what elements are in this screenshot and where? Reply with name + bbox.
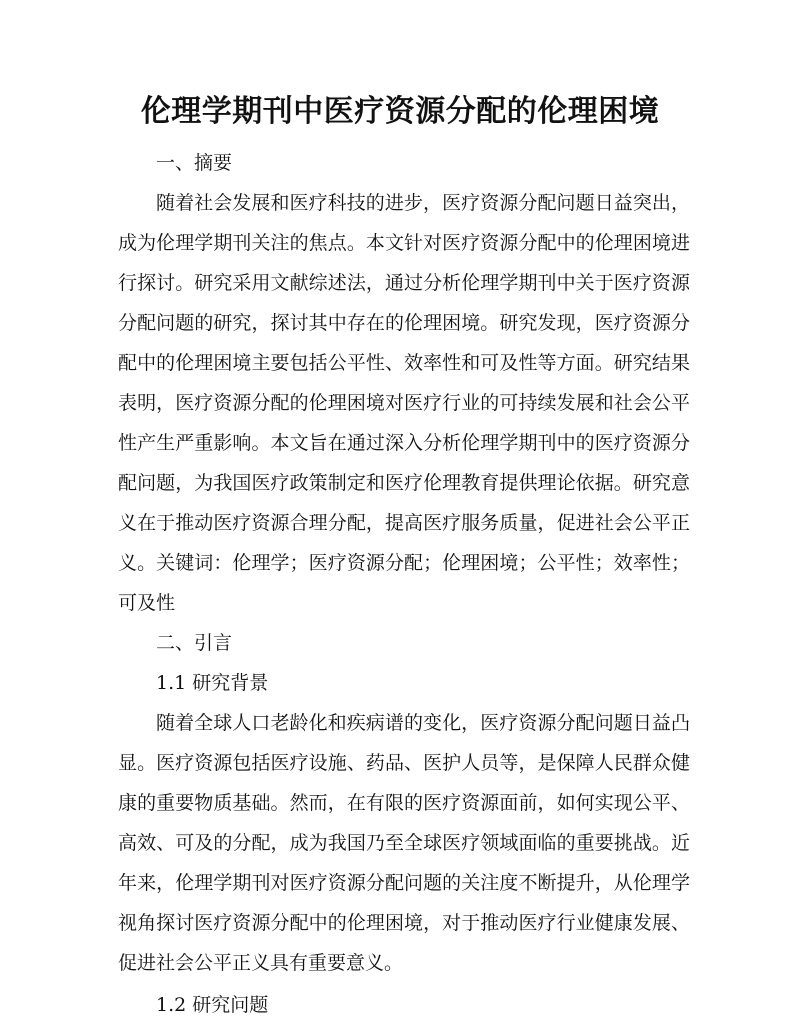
research-question-heading: 1.2 研究问题 bbox=[156, 994, 269, 1016]
introduction-heading: 二、引言 bbox=[156, 632, 233, 654]
research-background-heading: 1.1 研究背景 bbox=[156, 672, 269, 694]
abstract-paragraph: 随着社会发展和医疗科技的进步，医疗资源分配问题日益突出，成为伦理学期刊关注的焦点。本文针对医疗资源分配中的伦理困境进行探讨。研究采用文献综述法，通过分析伦理学期刊中关于医疗资源分配问题的研究，探讨其中存在的伦理困境。研究发现，医疗资源分配中的伦理困境主要包括公平性、效率性和可及性等方面。研究结果表明，医疗资源分配的伦理困境对医疗行业的可持续发展和社会公平性产生严重影响。本文旨在通过深入分析伦理学期刊中的医疗资源分配问题，为我国医疗政策制定和医疗伦理教育提供理论依据。研究意义在于推动医疗资源合理分配，提高医疗服务质量，促进社会公平正义。关键词：伦理学；医疗资源分配；伦理困境；公平性；效率性；可及性 bbox=[118, 192, 690, 614]
document-title: 伦理学期刊中医疗资源分配的伦理困境 bbox=[140, 94, 660, 129]
document-body bbox=[118, 143, 690, 1025]
abstract-heading: 一、摘要 bbox=[156, 152, 233, 174]
research-background-paragraph: 随着全球人口老龄化和疾病谱的变化，医疗资源分配问题日益凸显。医疗资源包括医疗设施、药品、医护人员等，是保障人民群众健康的重要物质基础。然而，在有限的医疗资源面前，如何实现公平、高效、可及的分配，成为我国乃至全球医疗领域面临的重要挑战。近年来，伦理学期刊对医疗资源分配问题的关注度不断提升，从伦理学视角探讨医疗资源分配中的伦理困境，对于推动医疗行业健康发展、促进社会公平正义具有重要意义。 bbox=[118, 712, 690, 974]
